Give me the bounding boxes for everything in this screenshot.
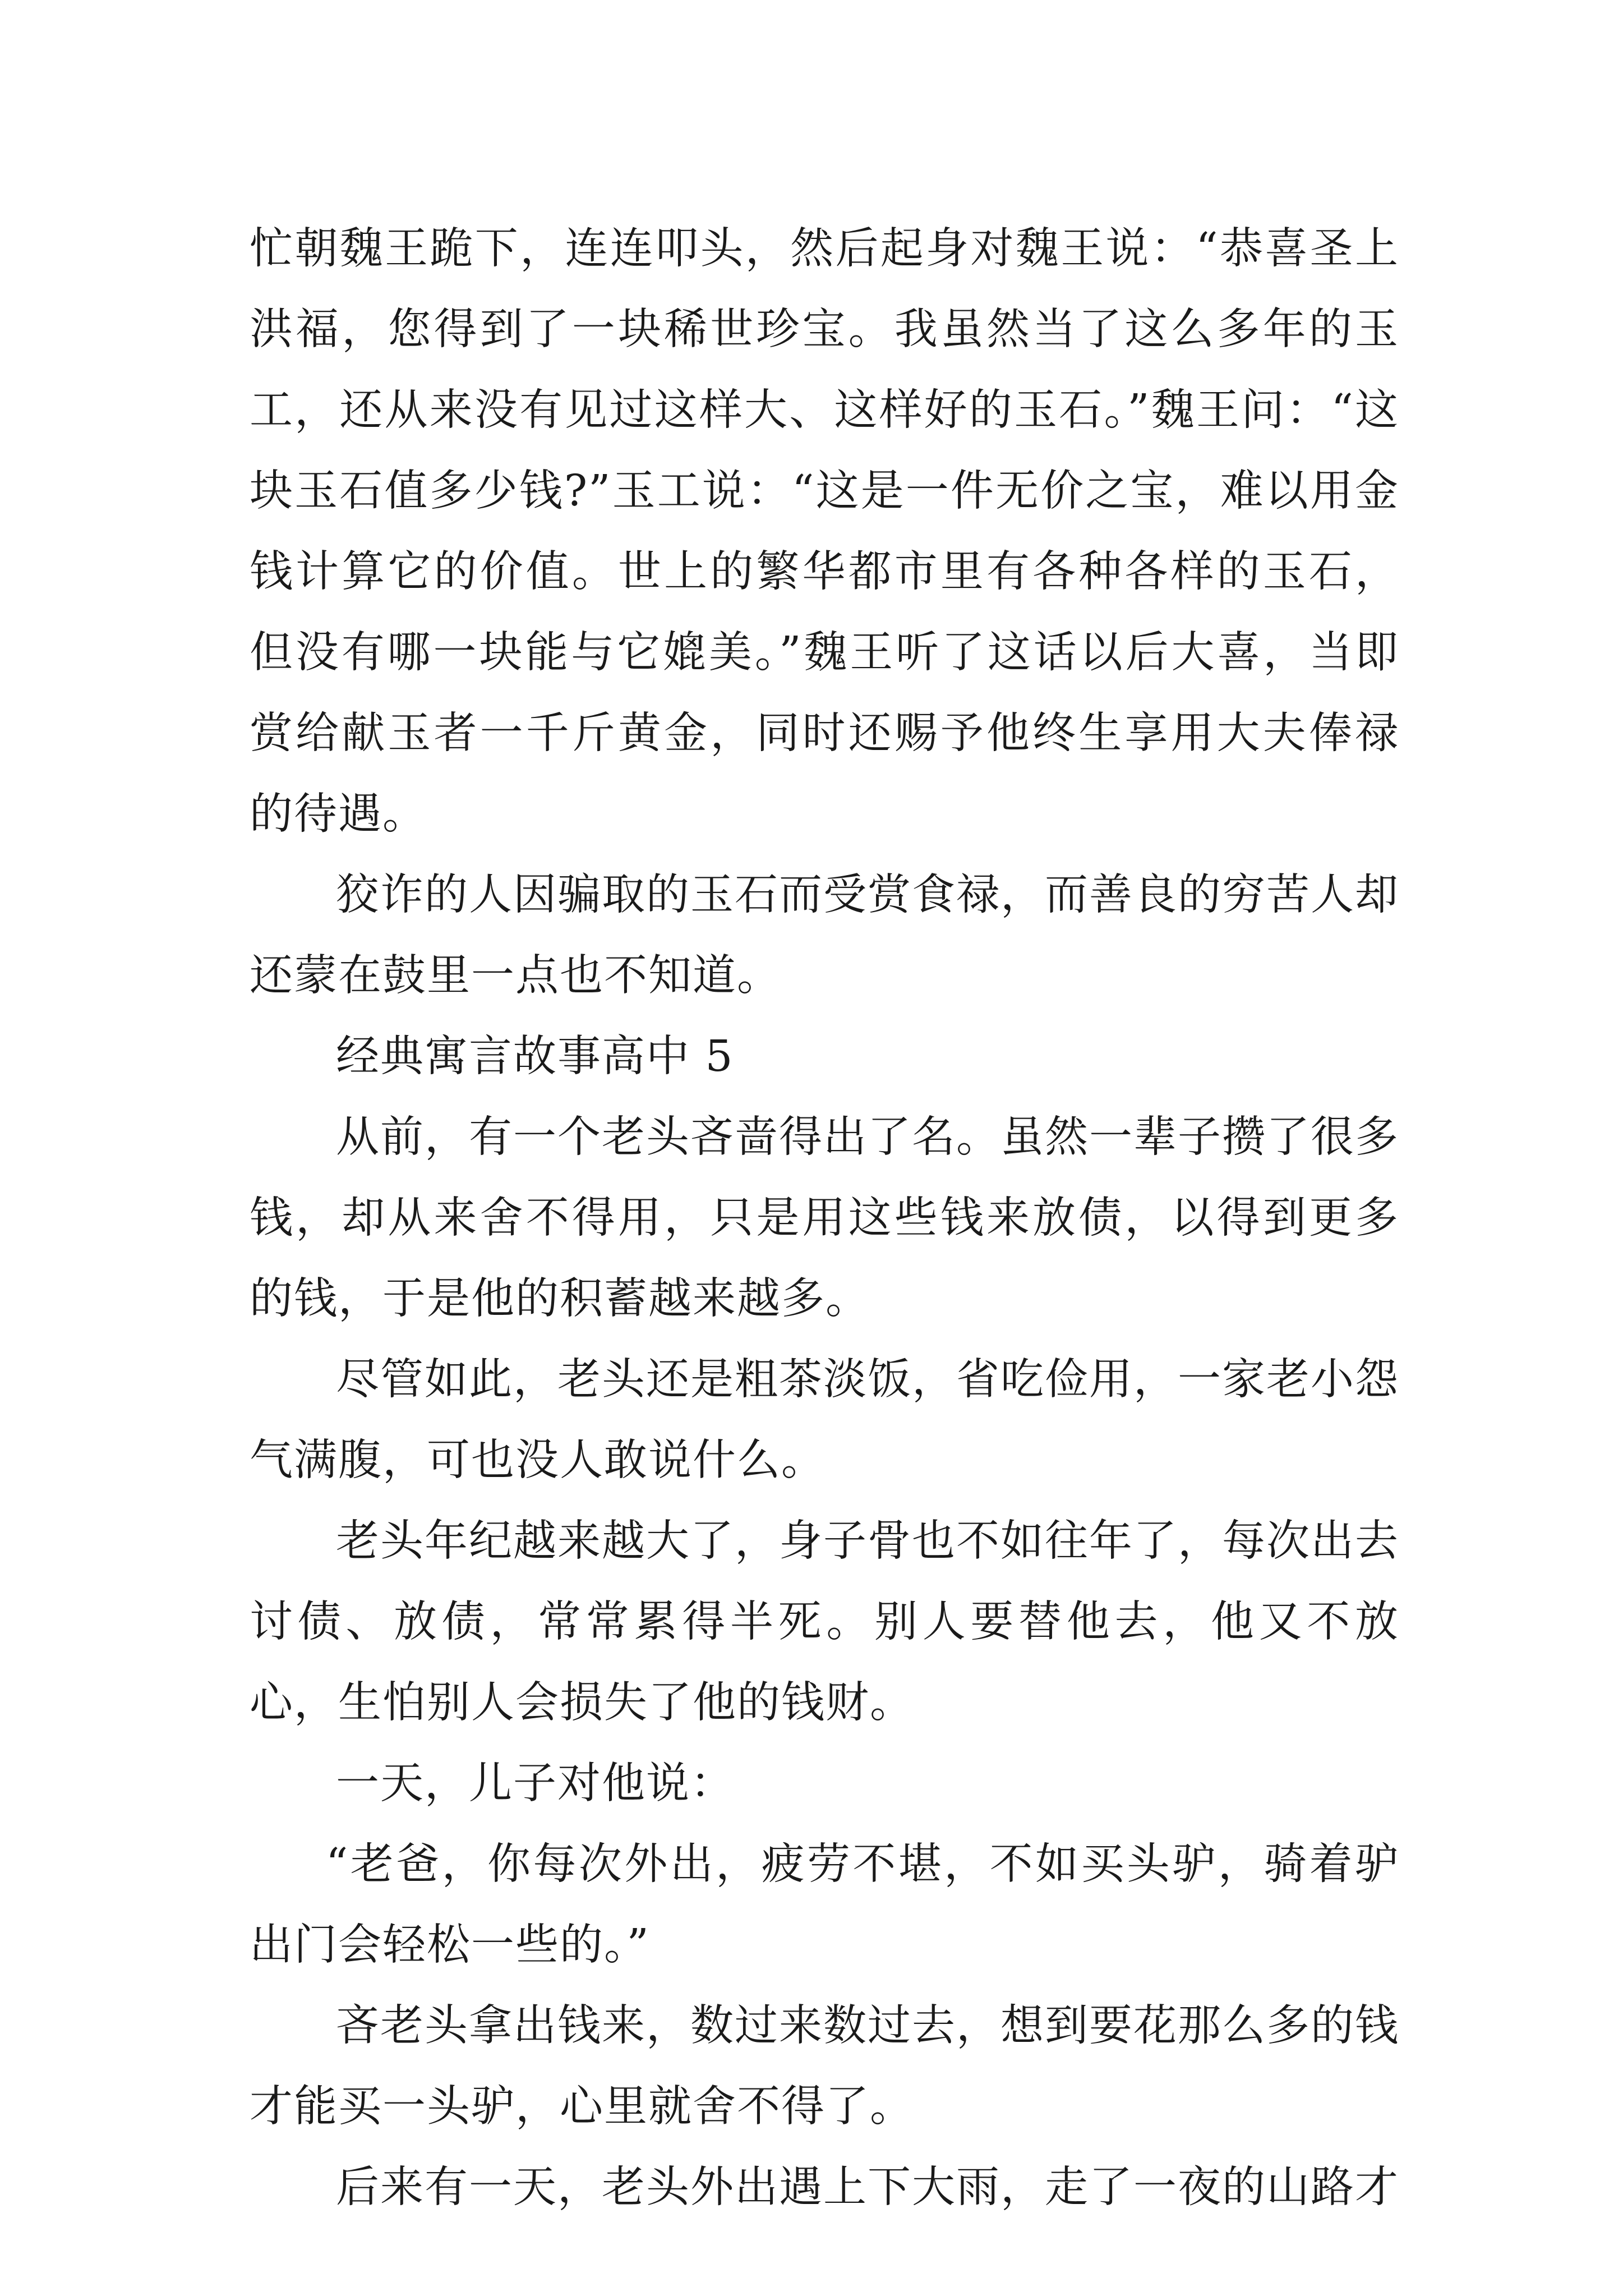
- paragraph: 狡诈的人因骗取的玉石而受赏食禄，而善良的穷苦人却还蒙在鼓里一点也不知道。: [250, 870, 1399, 1001]
- paragraph-continued: 忙朝魏王跪下，连连叩头，然后起身对魏王说：“恭喜圣上洪福，您得到了一块稀世珍宝。我虽然当了这么多年的玉工，还从来没有见过这样大、这样好的玉石。”魏王问：“这块玉石值多少钱?”玉工说：“这是一件无价之宝，难以用金钱计算它的价值。世上的繁华都市里有各种各样的玉石，但没有哪一块能与它媲美。”魏王听了这话以后大喜，当即赏给献玉者一千斤黄金，同时还赐予他终生享用大夫俸禄的待遇。: [250, 224, 1399, 839]
- paragraph: 尽管如此，老头还是粗茶淡饭，省吃俭用，一家老小怨气满腹，可也没人敢说什么。: [250, 1355, 1399, 1485]
- paragraph: 老头年纪越来越大了，身子骨也不如往年了，每次出去讨债、放债，常常累得半死。别人要替他去，他又不放心，生怕别人会损失了他的钱财。: [250, 1516, 1399, 1728]
- paragraph: 后来有一天，老头外出遇上下大雨，走了一夜的山路才: [336, 2162, 1399, 2212]
- document-body: [250, 209, 1399, 2228]
- paragraph: 从前，有一个老头吝啬得出了名。虽然一辈子攒了很多钱，却从来舍不得用，只是用这些钱来放债，以得到更多的钱，于是他的积蓄越来越多。: [250, 1112, 1399, 1324]
- section-heading: 经典寓言故事高中 5: [336, 1032, 734, 1082]
- paragraph: 吝老头拿出钱来，数过来数过去，想到要花那么多的钱才能买一头驴，心里就舍不得了。: [250, 2001, 1399, 2132]
- quoted-paragraph: “老爸，你每次外出，疲劳不堪，不如买头驴，骑着驴出门会轻松一些的。”: [250, 1839, 1399, 1970]
- paragraph: 一天，儿子对他说：: [336, 1759, 735, 1809]
